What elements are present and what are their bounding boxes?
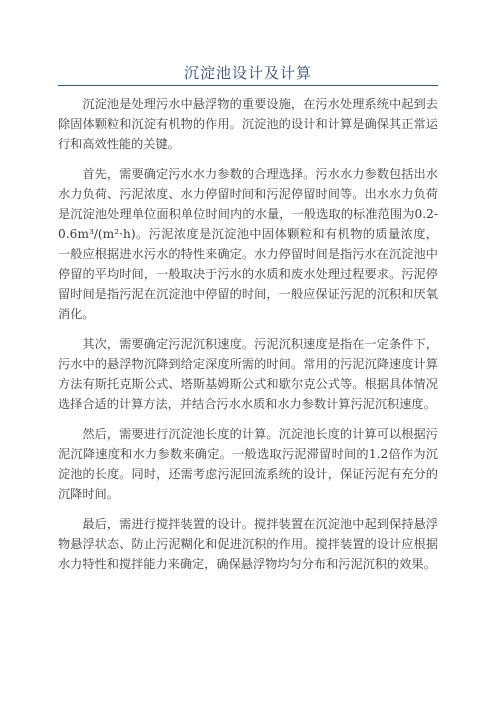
document-body [58,94,438,584]
paragraph-mixing-device: 最后，需进行搅拌装置的设计。搅拌装置在沉淀池中起到保持悬浮物悬浮状态、防止污泥糊化和促进沉积的作用。搅拌装置的设计应根据水力特性和搅拌能力来确定，确保悬浮物均匀分布和污泥沉积的效果。 [58,517,438,571]
paragraph-sludge-settling-velocity: 其次，需要确定污泥沉积速度。污泥沉积速度是指在一定条件下，污水中的悬浮物沉降到给定深度所需的时间。常用的污泥沉降速度计算方法有斯托克斯公式、塔斯基姆斯公式和歇尔克公式等。根据具体情况选择合适的计算方法，并结合污水水质和水力参数计算污泥沉积速度。 [58,337,438,411]
paragraph-tank-length: 然后，需要进行沉淀池长度的计算。沉淀池长度的计算可以根据污泥沉降速度和水力参数来确定。一般选取污泥滞留时间的1.2倍作为沉淀池的长度。同时，还需考虑污泥回流系统的设计，保证污泥有充分的沉降时间。 [58,427,438,501]
paragraph-hydraulic-parameters: 首先，需要确定污水水力参数的合理选择。污水水力参数包括出水水力负荷、污泥浓度、水力停留时间和污泥停留时间等。出水水力负荷是沉淀池处理单位面积单位时间内的水量，一般选取的标准范围为0.2-0.6m³/(m²·h)。污泥浓度是沉淀池中固体颗粒和有机物的质量浓度，一般应根据进水污水的特性来确定。水力停留时间是指污水在沉淀池中停留的平均时间，一般取决于污水的水质和废水处理过程要求。污泥停留时间是指污泥在沉淀池中停留的时间，一般应保证污泥的沉积和厌氧消化。 [58,167,438,321]
title-divider [58,85,438,86]
page-title: 沉淀池设计及计算 [183,64,312,82]
paragraph-intro: 沉淀池是处理污水中悬浮物的重要设施，在污水处理系统中起到去除固体颗粒和沉淀有机物的作用。沉淀池的设计和计算是确保其正常运行和高效性能的关键。 [58,97,438,151]
